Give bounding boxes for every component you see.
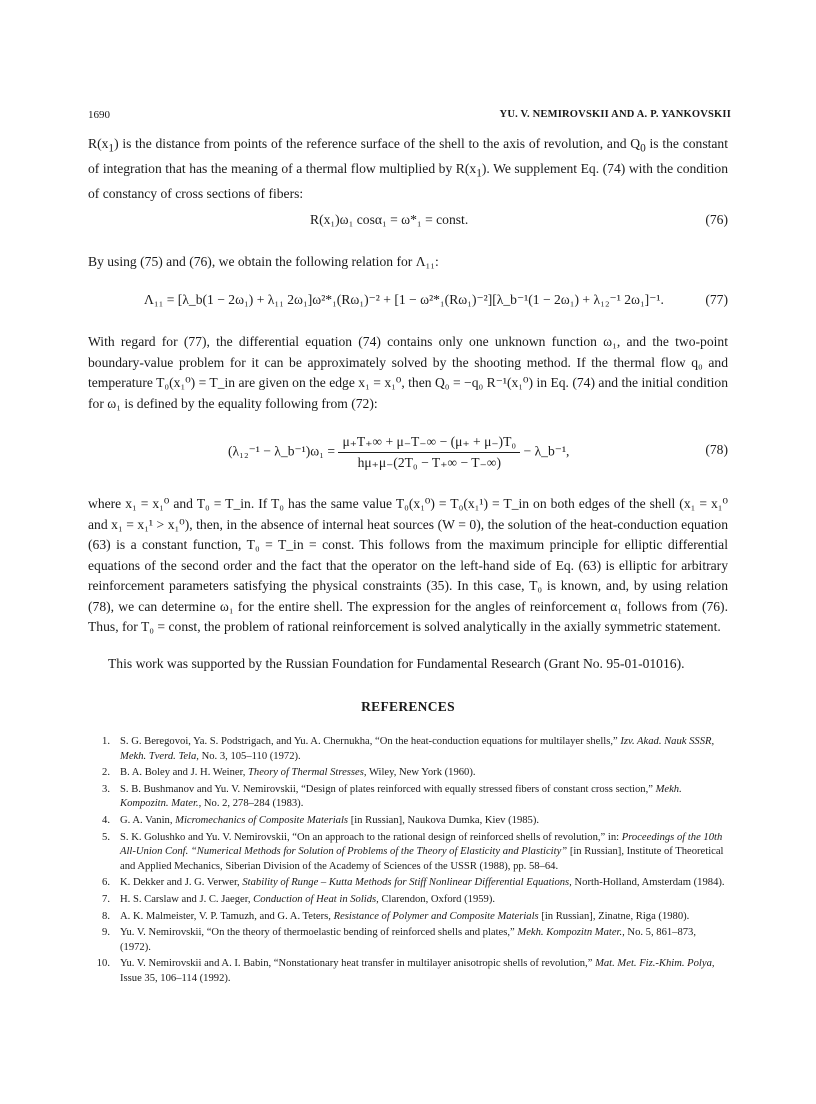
reference-number: 8. — [102, 910, 110, 922]
equation-78-number: (78) — [705, 442, 728, 457]
reference-authors: H. S. Carslaw and J. C. Jaeger, — [120, 893, 254, 905]
running-header-authors: YU. V. NEMIROVSKII AND A. P. YANKOVSKII — [499, 109, 731, 120]
reference-item — [88, 814, 728, 829]
reference-item — [88, 831, 728, 875]
equation-76-number: (76) — [705, 212, 728, 227]
reference-item — [88, 735, 728, 764]
reference-authors: A. K. Malmeister, V. P. Tamuzh, and G. A. Teters, — [120, 910, 334, 922]
paragraph-analysis: where x₁ = x₁⁰ and T₀ = T_in. If T₀ has the same value T₀(x₁⁰) = T₀(x₁¹) = T_in on both edges of the shell (x₁ = x₁⁰ and x₁ = x₁¹ > x₁⁰), then, in the absence of internal heat sources (W = 0), the solution of the heat-conduction equation (63) is a constant function, T₀ = T_in = const. This follows from the maximum principle for elliptic differential equations of the second order and the fact that the operator on the left-hand side of Eq. (63) is elliptic for arbitrary reinforcement parameters satisfying the physical constraints (35). In this case, T₀ is known, and, by using relation (78), we can determine ω₁ for the entire shell. The expression for the angles of reinforcement α₁ follows from (76). Thus, for T₀ = const, the problem of rational reinforcement is solved analytically in the axially symmetric statement. — [88, 496, 728, 634]
paragraph-shooting-method: With regard for (77), the differential equation (74) contains only one unknown function ω₁, and the two-point boundary-value problem for it can be approximately solved by the shooting method. If the thermal flow q₀ and temperature T₀(x₁⁰) = T_in are given on the edge x₁ = x₁⁰, then Q₀ = −q₀ R⁻¹(x₁⁰) in Eq. (74) and the initial condition for ω₁ is defined by the equality following from (72): — [88, 334, 728, 411]
reference-details: No. 5, 861–873, (1972). — [120, 927, 696, 953]
reference-number: 2. — [102, 767, 110, 779]
reference-authors: S. K. Golushko and Yu. V. Nemirovskii, “On an approach to the rational design of reinforced shells of revolution,” in: — [120, 831, 622, 843]
equation-78-rhs: − λ_b⁻¹, — [523, 443, 570, 459]
reference-item — [88, 910, 728, 925]
acknowledgment: This work was supported by the Russian Foundation for Fundamental Research (Grant No. 95-01-01016). — [108, 656, 685, 671]
reference-item — [88, 926, 728, 955]
reference-details: [in Russian], Naukova Dumka, Kiev (1985). — [348, 814, 540, 826]
reference-title: Conduction of Heat in Solids, — [253, 893, 379, 905]
reference-details: No. 2, 278–284 (1983). — [201, 798, 304, 810]
equation-76 — [88, 212, 728, 234]
equation-78-denominator: hμ₊μ₋(2T₀ − T₊∞ − T₋∞) — [357, 455, 501, 470]
reference-number: 5. — [102, 831, 110, 843]
equation-76-body: R(x₁)ω₁ cosα₁ = ω*₁ = const. — [310, 212, 469, 227]
equation-78-fraction — [338, 434, 520, 471]
page-number: 1690 — [88, 109, 110, 121]
reference-title: Theory of Thermal Stresses, — [248, 767, 367, 779]
reference-title: Mekh. Kompozitn Mater., — [517, 927, 625, 939]
reference-authors: Yu. V. Nemirovskii and A. I. Babin, “Nonstationary heat transfer in multilayer anisotropic shells of revolution,” — [120, 958, 596, 970]
reference-details: North-Holland, Amsterdam (1984). — [571, 877, 725, 889]
reference-item — [88, 876, 728, 891]
reference-authors: Yu. V. Nemirovskii, “On the theory of thermoelastic bending of reinforced shells and plates,” — [120, 927, 518, 939]
reference-authors: G. A. Vanin, — [120, 814, 176, 826]
reference-authors: S. B. Bushmanov and Yu. V. Nemirovskii, “Design of plates reinforced with equally stressed fibers of constant cross section,” — [120, 783, 656, 795]
reference-item — [88, 783, 728, 812]
reference-number: 6. — [102, 877, 110, 889]
paragraph-intro: $R(x_1)$ is the distance from points of the reference surface of the shell to the axis of revolution, and $Q_0$ is the constant of integration that has the meaning of a thermal flow multiplied by $R(x_1)$. We supplement Eq. (74) with the condition of constancy of cross sections of fibers: — [88, 136, 729, 202]
reference-title: Mekh. Kompozitn. Mater., — [120, 783, 682, 810]
reference-title: Mat. Met. Fiz.-Khim. Polya, — [595, 958, 715, 970]
reference-title: Resistance of Polymer and Composite Materials — [333, 910, 539, 922]
references-list — [88, 735, 728, 989]
reference-details: Wiley, New York (1960). — [366, 767, 476, 779]
reference-title: Stability of Runge – Kutta Methods for Stiff Nonlinear Differential Equations, — [242, 877, 572, 889]
reference-authors: K. Dekker and J. G. Verwer, — [120, 877, 243, 889]
equation-77-body: Λ₁₁ = [λ_b(1 − 2ω₁) + λ₁₁ 2ω₁]ω²*₁(Rω₁)⁻² + [1 − ω²*₁(Rω₁)⁻²][λ_b⁻¹(1 − 2ω₁) + λ₁₂⁻¹ 2ω₁]⁻¹. — [144, 292, 664, 307]
reference-details: No. 3, 105–110 (1972). — [198, 750, 301, 762]
reference-title: Proceedings of the 10th All-Union Conf. “Numerical Methods for Solution of Problems of the Theory of Elasticity and Plasticity” — [120, 831, 723, 858]
reference-number: 1. — [102, 736, 110, 747]
paragraph-relation: By using (75) and (76), we obtain the following relation for Λ₁₁: — [88, 254, 439, 269]
reference-details: Issue 35, 106–114 (1992). — [120, 972, 231, 984]
reference-title: Micromechanics of Composite Materials — [175, 814, 349, 826]
reference-details: [in Russian], Zinatne, Riga (1980). — [538, 910, 690, 922]
reference-item — [88, 893, 728, 908]
reference-details: Clarendon, Oxford (1959). — [378, 893, 496, 905]
reference-number: 9. — [102, 927, 110, 939]
equation-77-number: (77) — [705, 292, 728, 307]
reference-number: 3. — [102, 783, 110, 795]
reference-item — [88, 957, 728, 986]
equation-77 — [88, 292, 728, 314]
equation-78-lhs: (λ₁₂⁻¹ − λ_b⁻¹)ω₁ = — [228, 443, 336, 459]
reference-details: [in Russian], Institute of Theoretical and Applied Mechanics, Siberian Division of the Academy of Sciences of the USSR (1988), pp. 58–64. — [120, 846, 724, 872]
reference-authors: S. G. Beregovoi, Ya. S. Podstrigach, and Yu. A. Chernukha, “On the heat-conduction equations for multilayer shells,” — [120, 736, 621, 747]
reference-title: Izv. Akad. Nauk SSSR, Mekh. Tverd. Tela, — [120, 736, 715, 762]
equation-78 — [88, 428, 728, 478]
reference-authors: B. A. Boley and J. H. Weiner, — [120, 767, 248, 779]
reference-number: 10. — [96, 958, 110, 970]
equation-78-numerator: μ₊T₊∞ + μ₋T₋∞ − (μ₊ + μ₋)T₀ — [338, 434, 520, 453]
references-heading: REFERENCES — [361, 699, 455, 714]
reference-number: 4. — [102, 814, 110, 826]
reference-item — [88, 766, 728, 781]
reference-number: 7. — [102, 893, 110, 905]
